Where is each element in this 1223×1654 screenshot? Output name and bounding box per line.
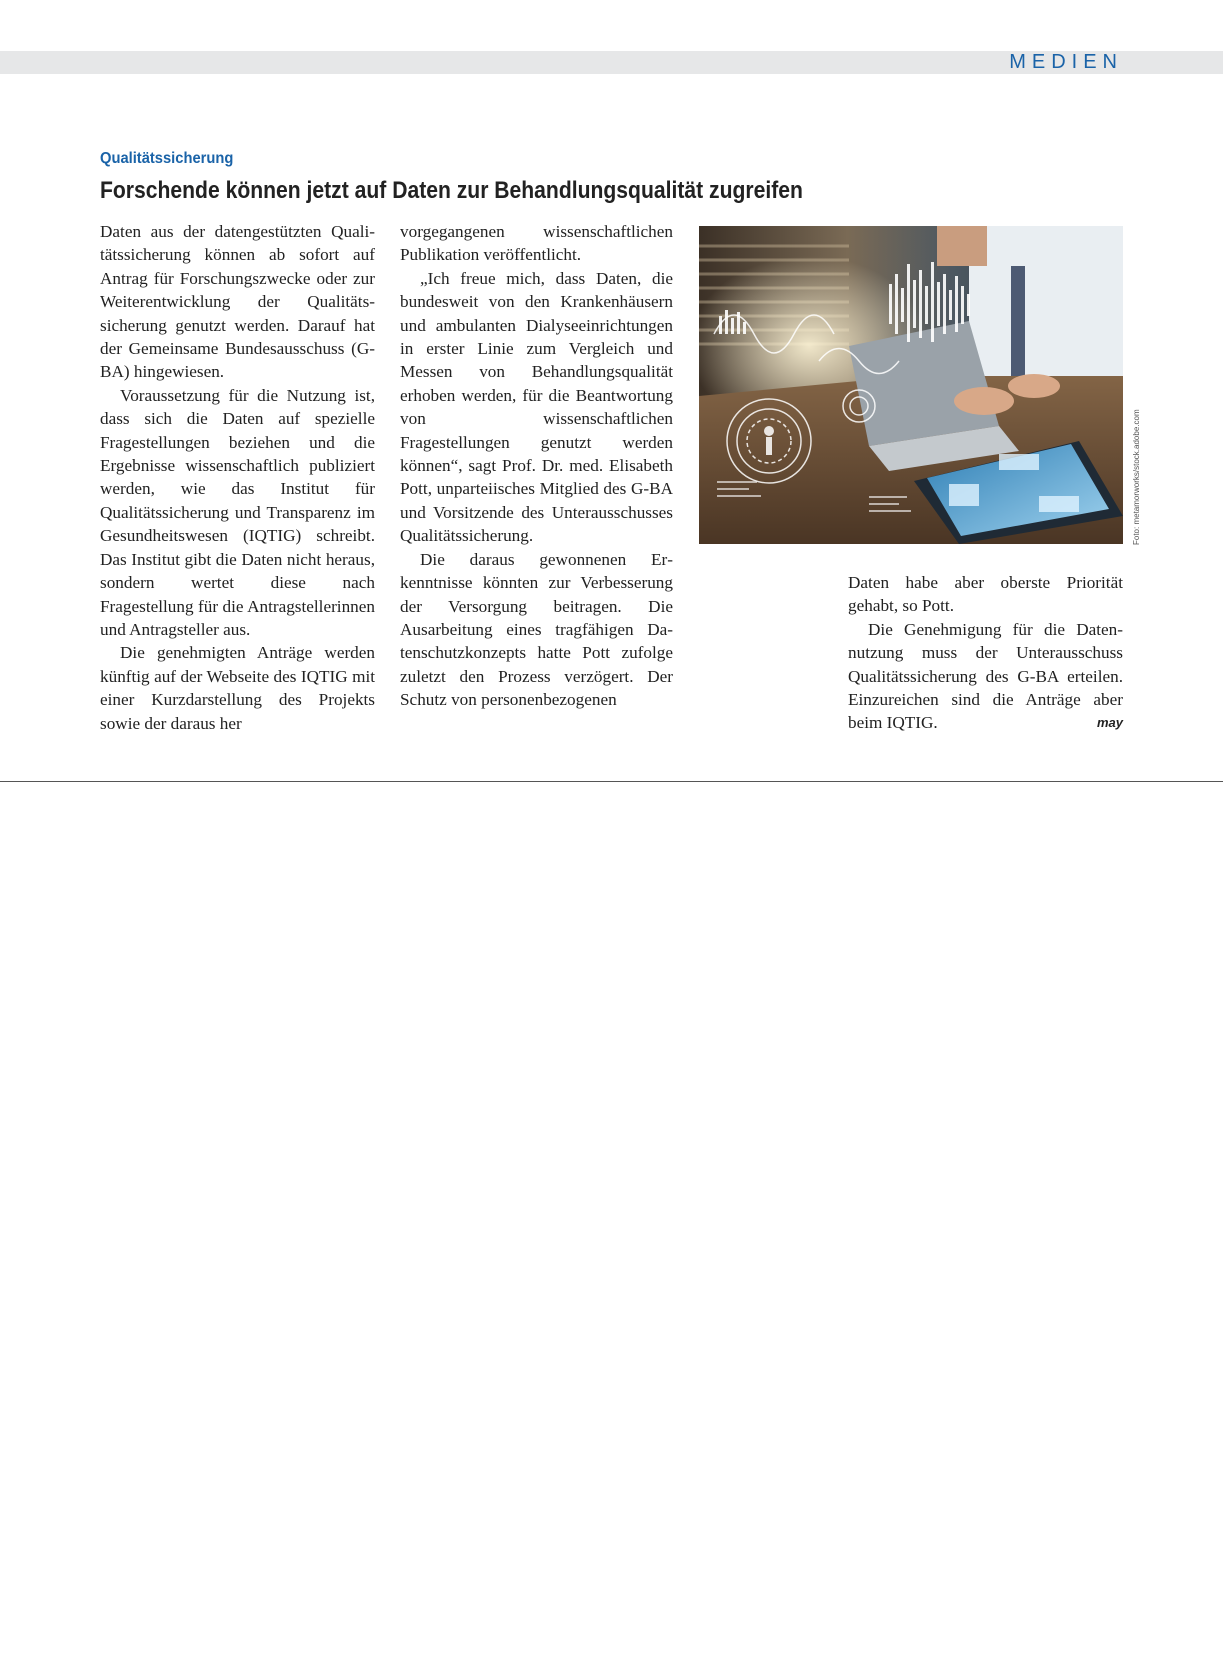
article-column-2 — [400, 220, 673, 712]
article-column-1 — [100, 220, 375, 735]
section-label: MEDIEN — [1009, 51, 1123, 73]
paragraph: Die genehmigten Anträge werden künftig auf der Webseite des IQTIG mit einer Kurzdarstellung des Projekts sowie der daraus her — [100, 643, 375, 733]
author-signature: may — [1096, 715, 1123, 731]
article-photo — [699, 226, 1123, 544]
paragraph: Daten aus der datengestützten Qualitätssicherung können ab sofort auf Antrag für Forschungszwecke oder zur Weiterentwicklung der Qualitätssicherung genutzt werden. Darauf hat der Gemeinsame Bundesausschuss (G-BA) hingewiesen. — [100, 222, 375, 382]
paragraph-text: Die Genehmigung für die Datennutzung muss der Unterausschuss Qualitätssicherung des G-BA erteilen. Einzureichen sind die Anträge aber beim IQTIG. — [848, 619, 1123, 733]
photo-credit: Foto: metamorworks/stock.adobe.com — [1132, 409, 1141, 545]
paragraph: „Ich freue mich, dass Daten, die bundesweit von den Krankenhäusern und ambulanten Dialyseeinrichtungen in erster Linie zum Vergleich und Messen von Behandlungsqualität erhoben werden, für die Beantwortung von wissenschaftlichen Fragestellungen genutzt werden können“, sagt Prof. Dr. med. Elisabeth Pott, unparteiisches Mitglied des G-BA und Vorsitzende des Unterausschusses Qualitätssicherung. — [400, 268, 673, 546]
paragraph — [848, 618, 1123, 735]
paragraph: Daten habe aber oberste Priorität gehabt, so Pott. — [848, 573, 1123, 616]
article-bottom-rule — [0, 781, 1223, 782]
paragraph: vorgegangenen wissenschaftlichen Publikation veröffentlicht. — [400, 222, 673, 265]
paragraph: Die daraus gewonnenen Erkenntnisse könnten zur Verbesserung der Versorgung beitragen. Die Ausarbeitung eines tragfähigen Datenschutzkonzepts hatte Pott zufolge zuletzt den Prozess verzögert. Der Schutz von personenbezogenen — [400, 549, 673, 710]
article-kicker: Qualitätssicherung — [100, 150, 234, 167]
article-headline: Forschende können jetzt auf Daten zur Behandlungsqualität zugreifen — [100, 177, 803, 204]
paragraph: Voraussetzung für die Nutzung ist, dass sich die Daten auf spezielle Fragestellungen beziehen und die Ergebnisse wissenschaftlich publiziert werden, wie das Institut für Qualitätssicherung und Transparenz im Gesundheitswesen (IQTIG) schreibt. Das Institut gibt die Daten nicht heraus, sondern wertet diese nach Fragestellung für die Antragstellerinnen und Antragsteller aus. — [100, 385, 375, 639]
article-column-3 — [848, 571, 1123, 735]
